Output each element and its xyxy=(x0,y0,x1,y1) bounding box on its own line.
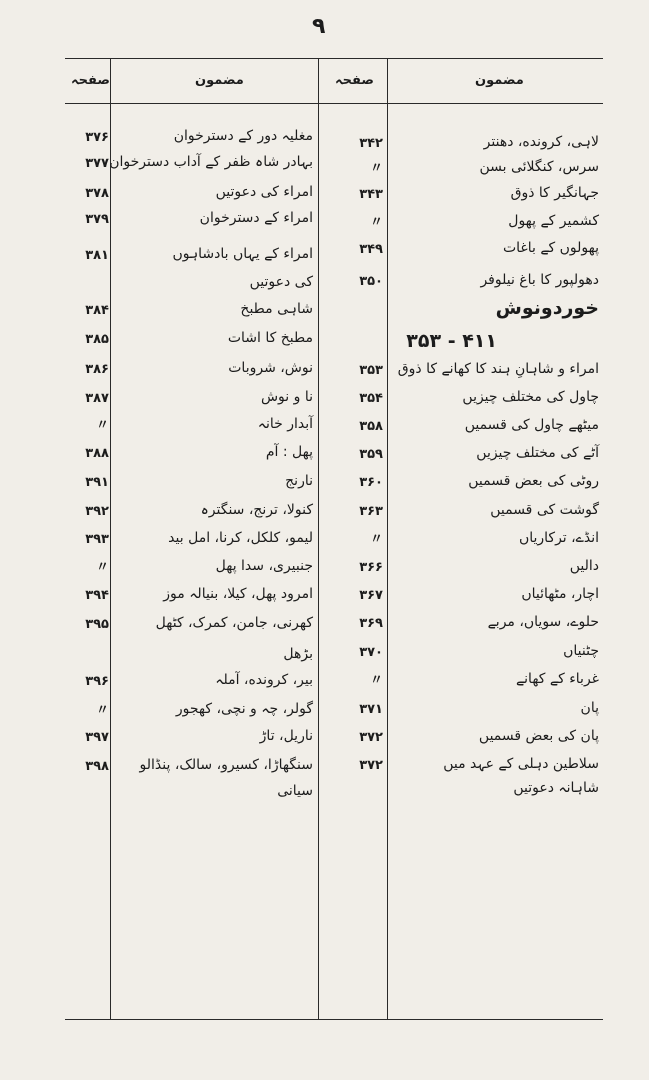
entry-page: ۳۷۹ xyxy=(85,212,109,227)
entry-subject: بڑھل xyxy=(283,646,313,662)
entry-subject: اچار، مٹھائیاں xyxy=(521,586,599,602)
entry-subject: چاول کی مختلف چیزیں xyxy=(462,389,599,405)
entry-page: ۳۶۷ xyxy=(359,588,383,603)
entry-page: ۳۵۰ xyxy=(359,274,383,289)
page-number: ۹ xyxy=(312,14,326,39)
entry-page: ۳۷۲ xyxy=(359,730,383,745)
entry-page: ۳۸۴ xyxy=(85,303,109,318)
entry-subject: پان xyxy=(580,700,599,716)
entry-subject: کنولا، ترنج، سنگترہ xyxy=(200,502,313,518)
entry-subject: امرود پھل، کیلا، بنیالہ موز xyxy=(163,586,313,602)
entry-subject: کی دعوتیں xyxy=(249,274,313,290)
entry-subject: امراء و شاہانِ ہند کا کھانے کا ذوق xyxy=(397,361,599,377)
entry-page: ۳۶۳ xyxy=(359,504,383,519)
entry-subject: آٹے کی مختلف چیزیں xyxy=(476,445,599,461)
left-subject-header: مضمون xyxy=(195,73,244,88)
entry-page: ۳۴۳ xyxy=(359,187,383,202)
entry-page: ۳۷۷ xyxy=(85,156,109,171)
entry-page: ۳۴۲ xyxy=(359,136,383,151)
entry-subject: سرس، کنگلائی بسن xyxy=(479,159,599,175)
entry-subject: نوش، شروبات xyxy=(228,360,313,376)
entry-page: ۳۹۴ xyxy=(85,588,109,603)
entry-subject: مطبخ کا اشات xyxy=(227,330,313,346)
entry-subject: شاہانہ دعوتیں xyxy=(513,780,599,796)
entry-page: 〃 xyxy=(95,560,109,575)
entry-page: ۳۹۸ xyxy=(85,759,109,774)
entry-subject: گوشت کی قسمیں xyxy=(490,502,599,518)
entry-page: ۳۵۳ xyxy=(359,363,383,378)
entry-page: ۳۷۶ xyxy=(85,130,109,145)
entry-page: ۳۴۹ xyxy=(359,242,383,257)
entry-page: ۳۹۲ xyxy=(85,504,109,519)
entry-subject: گولر، چہ و نچی، کھجور xyxy=(175,701,313,717)
entry-subject: لاہی، کرونده، دهنتر xyxy=(483,134,599,150)
entry-page: ۳۵۹ xyxy=(359,447,383,462)
section-heading: خوردونوش xyxy=(495,297,599,319)
entry-subject: کھرنی، جامن، کمرک، کٹھل xyxy=(155,615,313,631)
entry-page: ۳۸۸ xyxy=(85,446,109,461)
entry-subject: آبدار خانہ xyxy=(257,416,313,432)
index-table xyxy=(65,58,603,1020)
left-page-header: صفحہ xyxy=(71,73,110,88)
entry-subject: امراء کی دعوتیں xyxy=(215,184,313,200)
entry-subject: شاہی مطبخ xyxy=(240,301,313,317)
entry-subject: دهولپور کا باغ نیلوفر xyxy=(480,272,599,288)
entry-page: 〃 xyxy=(95,703,109,718)
column-divider xyxy=(387,59,388,1019)
column-divider xyxy=(110,59,111,1019)
entry-page: ۳۸۵ xyxy=(85,332,109,347)
entry-subject: پھولوں کے باغات xyxy=(502,240,599,256)
header-divider xyxy=(65,103,603,104)
entry-subject: سنگھاڑا، کسیرو، سالک، پنڈالو xyxy=(139,757,313,773)
section-page-range: ۴۱۱ - ۳۵۳ xyxy=(406,330,497,352)
entry-subject: بہادر شاہ ظفر کے آداب دسترخوان xyxy=(109,154,313,170)
entry-page: ۳۷۲ xyxy=(359,758,383,773)
entry-page: ۳۹۷ xyxy=(85,730,109,745)
entry-page: ۳۶۹ xyxy=(359,616,383,631)
entry-subject: نا و نوش xyxy=(260,389,313,405)
entry-subject: روٹی کی بعض قسمیں xyxy=(468,473,599,489)
entry-subject: چٹنیاں xyxy=(563,643,599,659)
entry-subject: بیر، کرونده، آملہ xyxy=(215,672,313,688)
entry-page: ۳۹۱ xyxy=(85,475,109,490)
entry-subject: ناریل، تاڑ xyxy=(259,728,313,744)
entry-page: ۳۷۰ xyxy=(359,645,383,660)
entry-subject: مغلیہ دور کے دسترخوان xyxy=(173,128,313,144)
entry-page: ۳۶۶ xyxy=(359,560,383,575)
entry-subject: پان کی بعض قسمیں xyxy=(478,728,599,744)
entry-page: 〃 xyxy=(95,418,109,433)
entry-subject: جنبیری، سدا پھل xyxy=(215,558,313,574)
entry-subject: میٹھے چاول کی قسمیں xyxy=(464,417,599,433)
entry-subject: امراء کے دسترخوان xyxy=(199,210,313,226)
entry-subject: غرباء کے کھانے xyxy=(515,671,599,687)
entry-subject: دالیں xyxy=(569,558,599,574)
right-page-header: صفحہ xyxy=(335,73,374,88)
entry-page: ۳۹۵ xyxy=(85,617,109,632)
entry-subject: لیمو، کلکل، کرنا، امل بید xyxy=(168,530,313,546)
entry-page: ۳۹۳ xyxy=(85,532,109,547)
entry-subject: سلاطین دہلی کے عہد میں xyxy=(443,756,599,772)
entry-page: ۳۸۱ xyxy=(85,248,109,263)
entry-page: ۳۹۶ xyxy=(85,674,109,689)
entry-subject: نارنج xyxy=(285,473,313,489)
entry-subject: انڈے، ترکاریاں xyxy=(518,530,599,546)
entry-page: 〃 xyxy=(369,673,383,688)
entry-subject: حلوے، سویاں، مربے xyxy=(487,614,599,630)
entry-subject: سیانی xyxy=(277,783,313,799)
entry-page: ۳۷۸ xyxy=(85,186,109,201)
column-divider xyxy=(318,59,319,1019)
entry-page: 〃 xyxy=(369,215,383,230)
entry-subject: کشمیر کے پھول xyxy=(508,213,599,229)
right-subject-header: مضمون xyxy=(475,73,524,88)
entry-page: ۳۷۱ xyxy=(359,702,383,717)
entry-page: ۳۶۰ xyxy=(359,475,383,490)
entry-page: 〃 xyxy=(369,532,383,547)
entry-page: ۳۸۷ xyxy=(85,391,109,406)
entry-page: ۳۵۸ xyxy=(359,419,383,434)
entry-subject: امراء کے یہاں بادشاہوں xyxy=(172,246,313,262)
entry-subject: جہانگیر کا ذوق xyxy=(510,185,599,201)
entry-page: ۳۵۴ xyxy=(359,391,383,406)
entry-subject: پھل : آم xyxy=(265,444,313,460)
entry-page: 〃 xyxy=(369,161,383,176)
entry-page: ۳۸۶ xyxy=(85,362,109,377)
